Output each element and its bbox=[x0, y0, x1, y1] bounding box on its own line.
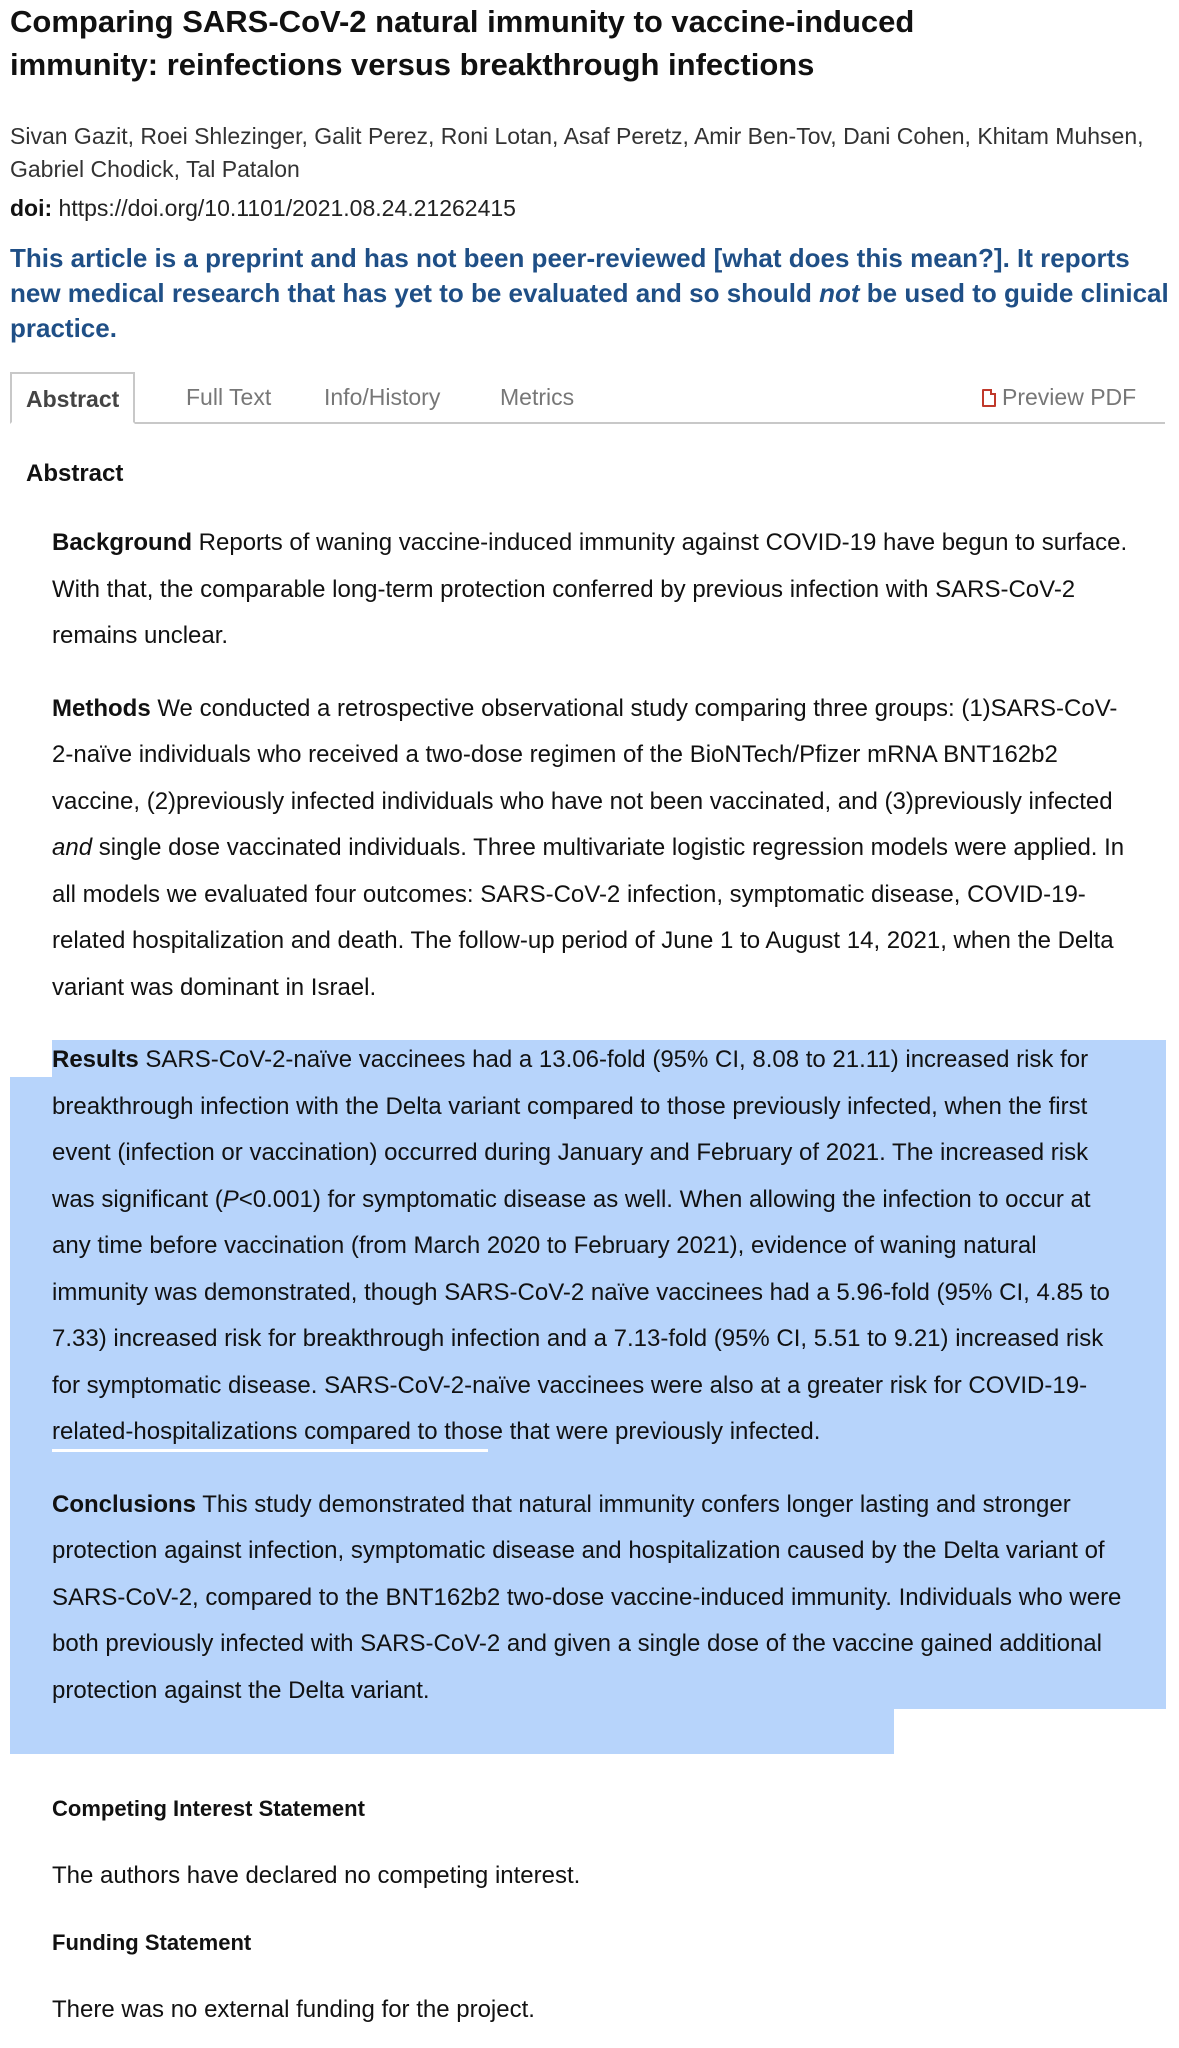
results-text-1: SARS-CoV-2-naïve vaccinees had a 13.06-fold (95% CI, 8.08 to 21.11) increased risk for breakthrough infection with the Delta variant compared to those previously infected, when the first event (infection or vaccination) occurred during January and February of 2021. The increased risk was significant ( bbox=[52, 1046, 1089, 1213]
tab-full-text[interactable]: Full Text bbox=[186, 384, 272, 410]
pdf-file-icon bbox=[982, 389, 996, 407]
results-label: Results bbox=[52, 1046, 139, 1073]
abstract-body bbox=[52, 520, 1132, 1714]
selection-underline bbox=[52, 1449, 488, 1452]
methods-text-2: single dose vaccinated individuals. Three multivariate logistic regression models were applied. In all models we evaluated four outcomes: SARS-CoV-2 infection, symptomatic disease, COVID-19-related hospitalization and death. The follow-up period of June 1 to August 14, 2021, when the Delta variant was dominant in Israel. bbox=[52, 834, 1125, 1001]
results-p: P bbox=[222, 1185, 239, 1213]
preview-pdf-button[interactable] bbox=[982, 372, 1136, 422]
article-title: Comparing SARS-CoV-2 natural immunity to vaccine-induced immunity: reinfections versus breakthrough infections bbox=[10, 4, 915, 82]
funding-heading: Funding Statement bbox=[52, 1930, 252, 1955]
notice-text-2: be used to guide clinical practice. bbox=[10, 278, 1169, 343]
methods-text-1: We conducted a retrospective observational study comparing three groups: (1)SARS-CoV-2-naïve individuals who received a two-dose regimen of the BioNTech/Pfizer mRNA BNT162b2 vaccine, (2)previously infected individuals who have not been vaccinated, and (3)previously infected bbox=[52, 694, 1118, 815]
results-paragraph[interactable] bbox=[52, 1037, 1132, 1456]
article-header bbox=[10, 0, 1170, 346]
preview-pdf-label: Preview PDF bbox=[1002, 384, 1137, 410]
methods-label: Methods bbox=[52, 694, 151, 722]
methods-paragraph bbox=[52, 686, 1132, 1012]
author-list[interactable]: Sivan Gazit, Roei Shlezinger, Galit Perez, Roni Lotan, Asaf Peretz, Amir Ben-Tov, Dani Cohen, Khitam Muhsen, Gabriel Chodick, Tal Patalon bbox=[10, 123, 1144, 182]
conclusions-paragraph[interactable] bbox=[52, 1482, 1132, 1715]
conclusions-text: This study demonstrated that natural immunity confers longer lasting and stronger protection against infection, symptomatic disease and hospitalization caused by the Delta variant of SARS-CoV-2, compared to the BNT162b2 two-dose vaccine-induced immunity. Individuals who were both previously infected with SARS-CoV-2 and given a single dose of the vaccine gained additional protection against the Delta variant. bbox=[52, 1490, 1122, 1704]
background-paragraph bbox=[52, 520, 1132, 660]
doi-label: doi: bbox=[10, 195, 53, 221]
doi-link[interactable]: https://doi.org/10.1101/2021.08.24.21262415 bbox=[58, 195, 516, 221]
conclusions-label: Conclusions bbox=[52, 1490, 197, 1518]
tab-metrics[interactable]: Metrics bbox=[500, 384, 575, 410]
background-text: Reports of waning vaccine-induced immunity against COVID-19 have begun to surface. With that, the comparable long-term protection conferred by previous infection with SARS-CoV-2 remains unclear. bbox=[52, 529, 1128, 649]
doi-line bbox=[10, 192, 1170, 225]
tab-info-history[interactable]: Info/History bbox=[324, 384, 441, 410]
preprint-notice bbox=[10, 241, 1170, 346]
abstract-heading: Abstract bbox=[26, 460, 124, 487]
notice-not: not bbox=[819, 278, 860, 308]
competing-interest-text: The authors have declared no competing interest. bbox=[52, 1862, 581, 1889]
results-text-2: <0.001) for symptomatic disease as well. When allowing the infection to occur at any time before vaccination (from March 2020 to February 2021), evidence of waning natural immunity was demonstrated, though SARS-CoV-2 naïve vaccinees had a 5.96-fold (95% CI, 4.85 to 7.33) increased risk for breakthrough infection and a 7.13-fold (95% CI, 5.51 to 9.21) increased risk for symptomatic disease. SARS-CoV-2-naïve vaccinees were also at a greater risk for COVID-19-related-hospitalizations compared to those that were previously infected. bbox=[52, 1185, 1110, 1445]
selection-highlight-end bbox=[10, 1709, 894, 1754]
competing-interest-heading: Competing Interest Statement bbox=[52, 1796, 365, 1821]
background-label: Background bbox=[52, 529, 193, 556]
methods-and: and bbox=[52, 834, 93, 861]
notice-text-1[interactable]: This article is a preprint and has not been peer-reviewed [what does this mean?]. It reports new medical research that has yet to be evaluated and so should bbox=[10, 243, 1130, 308]
funding-text: There was no external funding for the project. bbox=[52, 1996, 535, 2023]
tab-abstract[interactable]: Abstract bbox=[10, 372, 135, 424]
article-tabs bbox=[10, 372, 1165, 424]
